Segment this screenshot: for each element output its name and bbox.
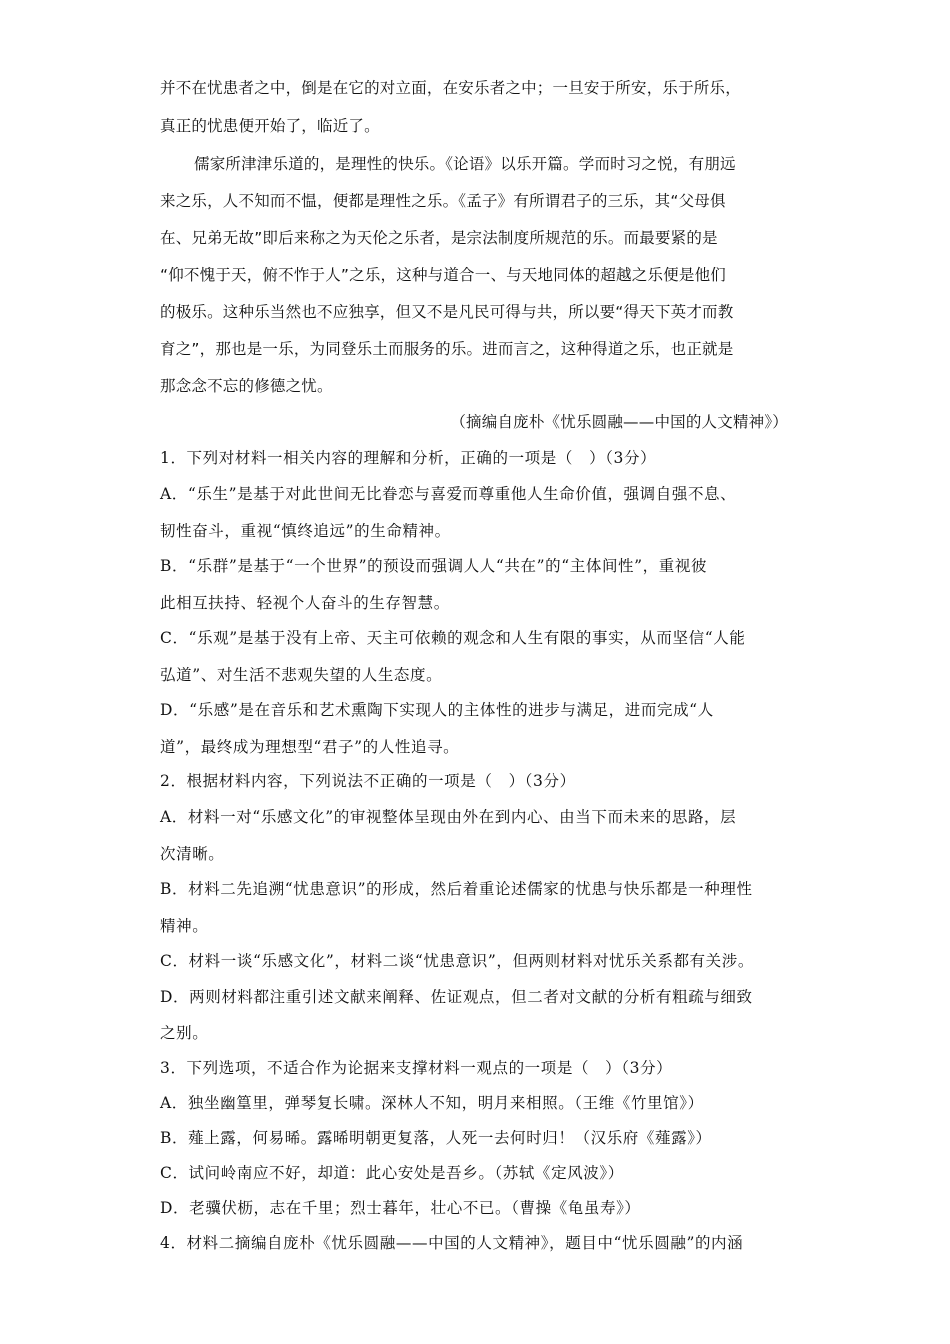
question-2-option-b-cont: 精神。 [160,917,209,935]
question-2-stem: 2．根据材料内容，下列说法不正确的一项是（ ）（3分） [160,772,576,790]
passage-line: 在、兄弟无故”即后来称之为天伦之乐者，是宗法制度所规范的乐。而最要紧的是 [160,229,718,247]
question-1-option-b-cont: 此相互扶持、轻视个人奋斗的生存智慧。 [160,594,450,612]
question-1-option-d: D．“乐感”是在音乐和艺术熏陶下实现人的主体性的进步与满足，进而完成“人 [160,701,714,719]
passage-source: （摘编自庞朴《忧乐圆融——中国的人文精神》） [450,413,788,431]
question-3-option-a: A．独坐幽篁里，弹琴复长啸。深林人不知，明月来相照。（王维《竹里馆》） [160,1094,704,1112]
question-1-option-b: B．“乐群”是基于“一个世界”的预设而强调人人“共在”的“主体间性”，重视彼 [160,557,708,575]
question-3-stem: 3．下列选项，不适合作为论据来支撑材料一观点的一项是（ ）（3分） [160,1059,673,1077]
passage-line: 的极乐。这种乐当然也不应独享，但又不是凡民可得与共，所以要“得天下英才而教 [160,303,734,321]
passage-line: 育之”，那也是一乐，为同登乐土而服务的乐。进而言之，这种得道之乐，也正就是 [160,340,734,358]
question-3-option-c: C．试问岭南应不好，却道：此心安处是吾乡。（苏轼《定风波》） [160,1164,624,1182]
question-1-option-d-cont: 道”，最终成为理想型“君子”的人性追寻。 [160,738,460,756]
passage-line: 来之乐，人不知而不愠，便都是理性之乐。《孟子》有所谓君子的三乐，其“父母俱 [160,192,726,210]
passage-line: 真正的忧患便开始了，临近了。 [160,117,380,135]
question-2-option-d: D．两则材料都注重引述文献来阐释、佐证观点，但二者对文献的分析有粗疏与细致 [160,988,753,1006]
question-4-stem: 4．材料二摘编自庞朴《忧乐圆融——中国的人文精神》，题目中“忧乐圆融”的内涵 [160,1234,744,1252]
passage-line: 那念念不忘的修德之忧。 [160,377,333,395]
question-1-option-a: A．“乐生”是基于对此世间无比眷恋与喜爱而尊重他人生命价值，强调自强不息、 [160,485,737,503]
question-2-option-d-cont: 之别。 [160,1024,209,1042]
question-2-option-b: B．材料二先追溯“忧患意识”的形成，然后着重论述儒家的忧患与快乐都是一种理性 [160,880,753,898]
question-1-option-a-cont: 韧性奋斗，重视“慎终追远”的生命精神。 [160,522,451,540]
question-1-option-c: C．“乐观”是基于没有上帝、天主可依赖的观念和人生有限的事实，从而坚信“人能 [160,629,746,647]
question-2-option-a-cont: 次清晰。 [160,845,225,863]
question-1-stem: 1．下列对材料一相关内容的理解和分析，正确的一项是（ ）（3分） [160,449,657,467]
question-3-option-d: D．老骥伏枥，志在千里；烈士暮年，壮心不已。（曹操《龟虽寿》） [160,1199,641,1217]
passage-paragraph-start: 儒家所津津乐道的，是理性的快乐。《论语》以乐开篇。学而时习之悦，有朋远 [194,155,736,173]
question-1-option-c-cont: 弘道”、对生活不悲观失望的人生态度。 [160,666,443,684]
passage-line: 并不在忧患者之中，倒是在它的对立面，在安乐者之中；一旦安于所安，乐于所乐， [160,79,741,97]
question-2-option-c: C．材料一谈“乐感文化”，材料二谈“忧患意识”，但两则材料对忧乐关系都有关涉。 [160,952,754,970]
question-2-option-a: A．材料一对“乐感文化”的审视整体呈现由外在到内心、由当下而未来的思路，层 [160,808,737,826]
question-3-option-b: B．薤上露，何易晞。露晞明朝更复落，人死一去何时归！（汉乐府《薤露》） [160,1129,712,1147]
passage-line: “仰不愧于天，俯不怍于人”之乐，这种与道合一、与天地同体的超越之乐便是他们 [160,266,726,284]
